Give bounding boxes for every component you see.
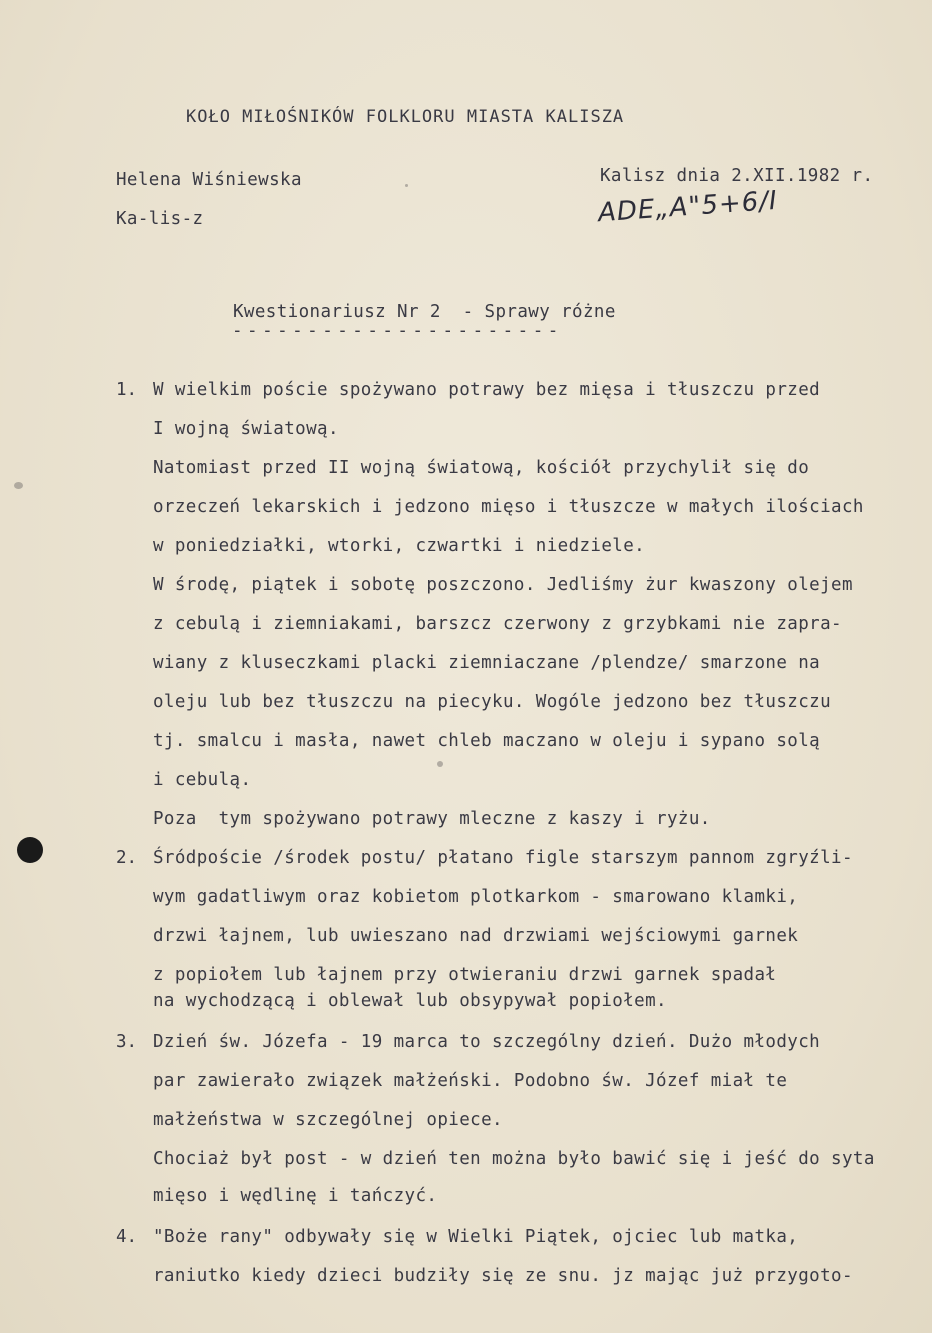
text-line: tj. smalcu i masła, nawet chleb maczano w oleju i sypano solą xyxy=(153,731,821,751)
text-line: z cebulą i ziemniakami, barszcz czerwony z grzybkami nie zapra- xyxy=(153,614,842,634)
item-number: 3. xyxy=(116,1032,138,1052)
organization-heading: KOŁO MIŁOŚNIKÓW FOLKLORU MIASTA KALISZA xyxy=(186,107,625,127)
text-line: W wielkim poście spożywano potrawy bez mięsa i tłuszczu przed xyxy=(153,380,821,400)
text-line: oleju lub bez tłuszczu na piecyku. Wogóle jedzono bez tłuszczu xyxy=(153,692,832,712)
text-line: małżeństwa w szczególnej opiece. xyxy=(153,1110,503,1130)
item-number: 1. xyxy=(116,380,138,400)
text-line: par zawierało związek małżeński. Podobno św. Józef miał te xyxy=(153,1071,788,1091)
text-line: drzwi łajnem, lub uwieszano nad drzwiami wejściowymi garnek xyxy=(153,926,799,946)
text-line: na wychodzącą i oblewał lub obsypywał popiołem. xyxy=(153,991,667,1011)
handwritten-archive-signature: ADE„A"5+6/I xyxy=(597,185,779,229)
text-line: I wojną światową. xyxy=(153,419,339,439)
text-line: W środę, piątek i sobotę poszczono. Jedliśmy żur kwaszony olejem xyxy=(153,575,853,595)
questionnaire-title: Kwestionariusz Nr 2 - Sprawy różne xyxy=(233,302,616,322)
paper-stain xyxy=(14,482,23,489)
text-line: "Boże rany" odbywały się w Wielki Piątek, ojciec lub matka, xyxy=(153,1227,799,1247)
item-number: 4. xyxy=(116,1227,138,1247)
text-line: wiany z kluseczkami placki ziemniaczane /plendze/ smarzone na xyxy=(153,653,821,673)
paper-stain xyxy=(437,761,443,767)
text-line: w poniedziałki, wtorki, czwartki i niedziele. xyxy=(153,536,646,556)
text-line: orzeczeń lekarskich i jedzono mięso i tłuszcze w małych ilościach xyxy=(153,497,864,517)
text-line: Natomiast przed II wojną światową, kościół przychylił się do xyxy=(153,458,810,478)
text-line: raniutko kiedy dzieci budziły się ze snu. jz mając już przygoto- xyxy=(153,1266,853,1286)
text-line: Śródpoście /środek postu/ płatano figle starszym pannom zgryźli- xyxy=(153,848,853,868)
document-date: Kalisz dnia 2.XII.1982 r. xyxy=(600,166,874,186)
text-line: z popiołem lub łajnem przy otwieraniu drzwi garnek spadał xyxy=(153,965,777,985)
text-line: Dzień św. Józefa - 19 marca to szczególny dzień. Dużo młodych xyxy=(153,1032,821,1052)
text-line: i cebulą. xyxy=(153,770,252,790)
author-city: Ka-lis-z xyxy=(116,209,204,229)
text-line: Poza tym spożywano potrawy mleczne z kaszy i ryżu. xyxy=(153,809,711,829)
paper-stain xyxy=(405,184,408,187)
text-line: wym gadatliwym oraz kobietom plotkarkom - smarowano klamki, xyxy=(153,887,799,907)
author-name: Helena Wiśniewska xyxy=(116,170,302,190)
title-underline: ---------------------- xyxy=(232,321,563,341)
text-line: mięso i wędlinę i tańczyć. xyxy=(153,1186,438,1206)
punch-hole xyxy=(17,837,43,863)
text-line: Chociaż był post - w dzień ten można było bawić się i jeść do syta xyxy=(153,1149,875,1169)
item-number: 2. xyxy=(116,848,138,868)
